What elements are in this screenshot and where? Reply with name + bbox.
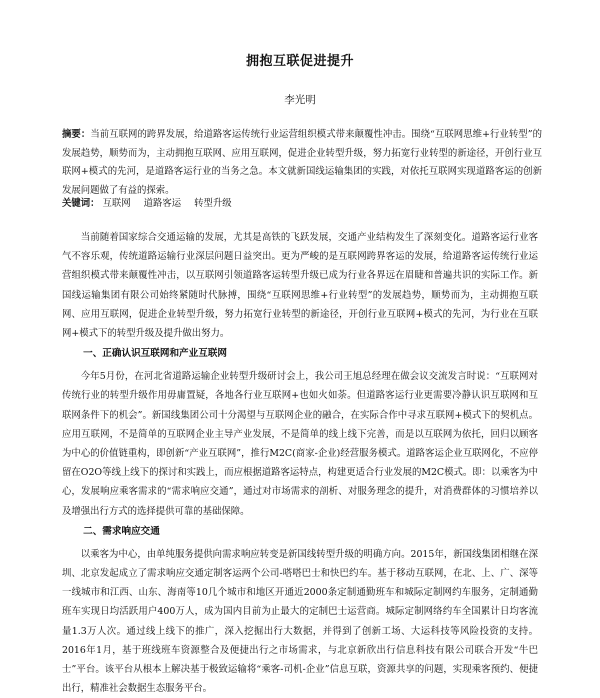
section-heading: 二、需求响应交通 [83,525,160,537]
keywords-label: 关键词： [62,198,100,209]
abstract-text: 当前互联网的跨界发展，给道路客运传统行业运营组织模式带来颠覆性冲击。围绕“互联网思维+行业转型”的发展趋势，顺势而为，主动拥抱互联网、应用互联网，促进企业转型升级，努力拓宽行业转型的新途径，开创行业互联网+模式的先河，是道路客运行业的当务之急。本文就新国线运输集团的实践，对依托互联网实现道路客运的创新发展问题做了有益的探索。 [62,129,542,196]
article-title: 拥抱互联促进提升 [245,54,354,69]
intro-paragraph: 当前随着国家综合交通运输的发展，尤其是高铁的飞跃发展，交通产业结构发生了深刻变化。道路客运行业客气不容乐观，传统道路运输行业深层问题日益突出。更为严峻的是互联网跨界客运的发展，给道路客运传统行业运营组织模式带来颠覆性冲击，以互联网引领道路客运转型升级已成为行业各界远在眉睫和普遍共识的实际工作。新国线运输集团有限公司始终紧随时代脉搏，围绕“互联网思维+行业转型”的发展趋势，顺势而为，主动拥抱互联网、应用互联网，促进企业转型升级，努力拓宽行业转型的新途径，开创行业互联网+模式的先河，为行业在互联网+模式下的转型升级及提升做出努力。 [62,232,538,340]
abstract [62,126,542,200]
keyword-item: 转型升级 [194,198,232,209]
keywords [62,196,542,212]
section-paragraph: 以乘客为中心，由单纯服务提供向需求响应转变是新国线转型升级的明确方向。2015年，新国线集团相继在深圳、北京发起成立了需求响应交通定制客运两个公司-嗒嗒巴士和快巴约车。基于移动互联网，在北、上、广、深等一线城市和江西、山东、海南等10几个城市和地区开通近2000条定制通勤班车和城际定制网约车服务，定制通勤班车实现日均活跃用户400万人，成为国内目前为止最大的定制巴士运营商。城际定制网络约车全国累计日均客流量1.3万人次。通过线上线下的推广，深入挖掘出行大数据，并得到了创新工场、大运科技等风险投资的支持。2016年1月，基于班线班车资源整合及便捷出行之市场需求，与北京新欣出行信息科技有限公司联合开发“牛巴士”平台。该平台从根本上解决基于极致运输将“乘客-司机-企业”信息互联，资源共享的问题，实现乘客预约、便捷出行，精准社会数据生态服务平台。 [62,548,538,695]
keyword-item: 互联网 [102,198,131,209]
section-heading: 一、正确认识互联网和产业互联网 [83,348,228,360]
article-body [62,228,538,698]
keyword-item: 道路客运 [143,198,182,209]
article-author: 李光明 [284,94,316,106]
section-paragraph: 今年5月份，在河北省道路运输企业转型升级研讨会上，我公司王旭总经理在做会议交流发言时说：“互联网对传统行业的转型升级作用毋庸置疑，各地各行业互联网+也如火如荼。但道路客运行业更需要冷静认识互联网和互联网条件下的机会”。新国线集团公司十分渴望与互联网企业的融合，在实际合作中寻求互联网+模式下的契机点。应用互联网，不是简单的互联网企业主导产业发展，不是简单的线上线下完善，而是以互联网为依托，回归以顾客为中心的价值链重构，即创新“产业互联网”，推行M2C(商家-企业)经营服务模式。道路客运企业互联网化，不应停留在O2O等线上线下的探讨和实践上，而应根据道路客运特点，构建更适合行业发展的M2C模式。即：以乘客为中心，发展响应乘客需求的“需求响应交通”，通过对市场需求的剖析、对服务理念的提升，对消费群体的习惯培养以及增强出行方式的选择提供可靠的基础保障。 [62,371,538,517]
abstract-label: 摘要： [62,129,91,140]
